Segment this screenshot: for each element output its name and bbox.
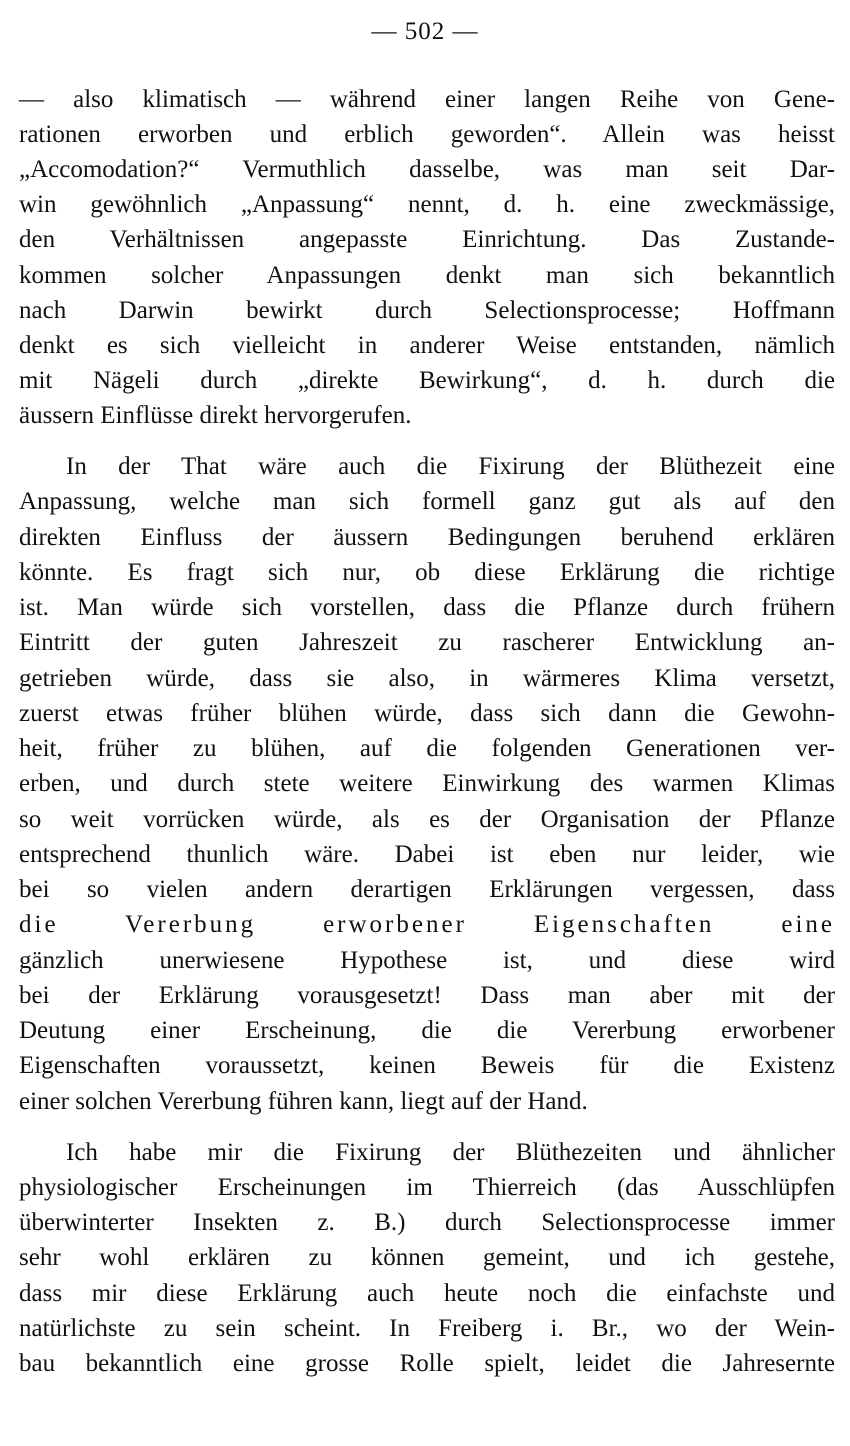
text-line: getrieben würde, dass sie also, in wärmeres Klima versetzt, (19, 665, 835, 692)
text-line: natürlichste zu sein scheint. In Freiberg i. Br., wo der Wein- (19, 1315, 835, 1342)
text-line: den Verhältnissen angepasste Einrichtung. Das Zustande- (19, 226, 835, 253)
text-line: bei der Erklärung vorausgesetzt! Dass man aber mit der (19, 982, 835, 1009)
text-line: „Accomodation?“ Vermuthlich dasselbe, was man seit Dar- (19, 156, 835, 183)
text-line: sehr wohl erklären zu können gemeint, und ich gestehe, (19, 1244, 835, 1271)
text-line: Ich habe mir die Fixirung der Blüthezeiten und ähnlicher (66, 1139, 835, 1166)
text-line: gänzlich unerwiesene Hypothese ist, und diese wird (19, 947, 835, 974)
text-line: so weit vorrücken würde, als es der Organisation der Pflanze (19, 806, 835, 833)
text-line: — also klimatisch — während einer langen Reihe von Gene- (19, 86, 835, 113)
text-line: entsprechend thunlich wäre. Dabei ist eben nur leider, wie (19, 841, 835, 868)
text-line: einer solchen Vererbung führen kann, liegt auf der Hand. (19, 1088, 588, 1115)
text-line: zuerst etwas früher blühen würde, dass sich dann die Gewohn- (19, 700, 835, 727)
text-line: In der That wäre auch die Fixirung der Blüthezeit eine (66, 453, 835, 480)
text-line: denkt es sich vielleicht in anderer Weise entstanden, nämlich (19, 332, 835, 359)
text-line: erben, und durch stete weitere Einwirkung des warmen Klimas (19, 770, 835, 797)
page-number: — 502 — (371, 18, 479, 45)
text-line: dass mir diese Erklärung auch heute noch die einfachste und (19, 1280, 835, 1307)
text-line: direkten Einfluss der äussern Bedingungen beruhend erklären (19, 524, 835, 551)
text-line: physiologischer Erscheinungen im Thierreich (das Ausschlüpfen (19, 1174, 835, 1201)
text-line: bei so vielen andern derartigen Erklärungen vergessen, dass (19, 876, 835, 903)
text-line: mit Nägeli durch „direkte Bewirkung“, d. h. durch die (19, 367, 835, 394)
text-line: heit, früher zu blühen, auf die folgenden Generationen ver- (19, 735, 835, 762)
text-line: Anpassung, welche man sich formell ganz gut als auf den (19, 488, 835, 515)
text-line: äussern Einflüsse direkt hervorgerufen. (19, 402, 412, 429)
text-line: ist. Man würde sich vorstellen, dass die Pflanze durch frühern (19, 594, 835, 621)
text-line: kommen solcher Anpassungen denkt man sich bekanntlich (19, 262, 835, 289)
text-line: könnte. Es fragt sich nur, ob diese Erklärung die richtige (19, 559, 835, 586)
text-line: bau bekanntlich eine grosse Rolle spielt, leidet die Jahresernte (19, 1350, 835, 1377)
text-line: nach Darwin bewirkt durch Selectionsprocesse; Hoffmann (19, 297, 835, 324)
text-line: rationen erworben und erblich geworden“. Allein was heisst (19, 121, 835, 148)
text-line: win gewöhnlich „Anpassung“ nennt, d. h. eine zweckmässige, (19, 191, 835, 218)
text-line: die Vererbung erworbener Eigenschaften eine (19, 911, 835, 938)
text-line: Eigenschaften voraussetzt, keinen Beweis für die Existenz (19, 1052, 835, 1079)
text-line: Deutung einer Erscheinung, die die Vererbung erworbener (19, 1017, 835, 1044)
text-line: Eintritt der guten Jahreszeit zu rascherer Entwicklung an- (19, 629, 835, 656)
text-line: überwinterter Insekten z. B.) durch Selectionsprocesse immer (19, 1209, 835, 1236)
